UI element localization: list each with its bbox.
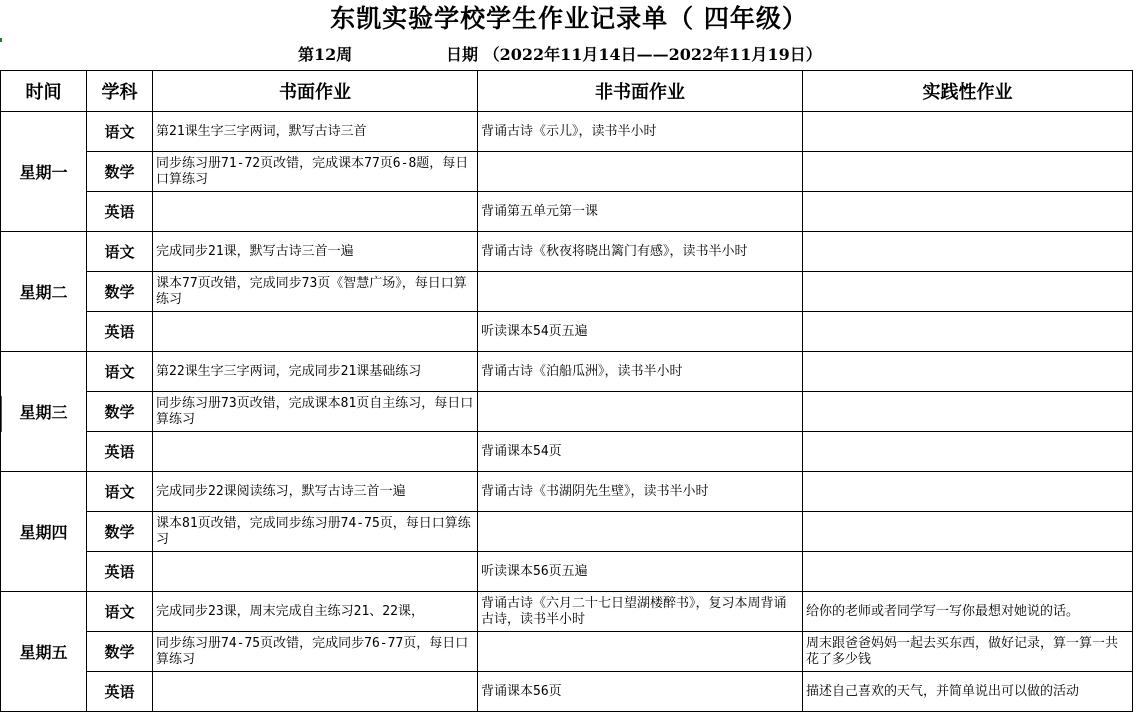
header-subject: 学科 — [87, 71, 153, 112]
written-cell[interactable]: 第21课生字三字两词，默写古诗三首 — [153, 112, 478, 152]
table-row — [1, 552, 1133, 592]
written-cell[interactable]: 完成同步23课，周末完成自主练习21、22课， — [153, 592, 478, 632]
table-row — [1, 232, 1133, 272]
written-cell[interactable] — [153, 192, 478, 232]
practice-cell[interactable] — [803, 512, 1133, 552]
header-row — [1, 71, 1133, 112]
subject-cell: 英语 — [87, 312, 153, 352]
nonwritten-cell[interactable]: 背诵课本56页 — [478, 672, 803, 712]
subject-cell: 数学 — [87, 512, 153, 552]
practice-cell[interactable] — [803, 272, 1133, 312]
nonwritten-cell[interactable]: 听读课本56页五遍 — [478, 552, 803, 592]
subject-cell: 语文 — [87, 592, 153, 632]
subject-cell: 英语 — [87, 672, 153, 712]
table-row — [1, 632, 1133, 672]
practice-cell[interactable] — [803, 352, 1133, 392]
written-cell[interactable] — [153, 672, 478, 712]
written-cell[interactable]: 课本77页改错，完成同步73页《智慧广场》，每日口算练习 — [153, 272, 478, 312]
nonwritten-cell[interactable]: 听读课本54页五遍 — [478, 312, 803, 352]
table-row — [1, 512, 1133, 552]
written-cell[interactable]: 完成同步22课阅读练习，默写古诗三首一遍 — [153, 472, 478, 512]
week-label: 第12周 — [298, 45, 353, 64]
subject-cell: 英语 — [87, 192, 153, 232]
table-row — [1, 112, 1133, 152]
subject-cell: 语文 — [87, 112, 153, 152]
table-row — [1, 672, 1133, 712]
nonwritten-cell[interactable]: 背诵古诗《泊船瓜洲》，读书半小时 — [478, 352, 803, 392]
day-cell: 星期二 — [1, 232, 87, 352]
written-cell[interactable]: 完成同步21课，默写古诗三首一遍 — [153, 232, 478, 272]
subject-cell: 语文 — [87, 352, 153, 392]
written-cell[interactable]: 同步练习册74-75页改错，完成同步76-77页，每日口算练习 — [153, 632, 478, 672]
subject-cell: 英语 — [87, 432, 153, 472]
nonwritten-cell[interactable] — [478, 632, 803, 672]
nonwritten-cell[interactable]: 背诵古诗《六月二十七日望湖楼醉书》，复习本周背诵古诗，读书半小时 — [478, 592, 803, 632]
table-row — [1, 472, 1133, 512]
table-row — [1, 312, 1133, 352]
day-cell: 星期一 — [1, 112, 87, 232]
nonwritten-cell[interactable]: 背诵课本54页 — [478, 432, 803, 472]
written-cell[interactable]: 课本81页改错，完成同步练习册74-75页，每日口算练习 — [153, 512, 478, 552]
written-cell[interactable] — [153, 432, 478, 472]
nonwritten-cell[interactable]: 背诵第五单元第一课 — [478, 192, 803, 232]
practice-cell[interactable] — [803, 392, 1133, 432]
practice-cell[interactable] — [803, 472, 1133, 512]
nonwritten-cell[interactable] — [478, 512, 803, 552]
subject-cell: 语文 — [87, 472, 153, 512]
written-cell[interactable]: 第22课生字三字两词，完成同步21课基础练习 — [153, 352, 478, 392]
table-row — [1, 272, 1133, 312]
practice-cell[interactable] — [803, 112, 1133, 152]
nonwritten-cell[interactable]: 背诵古诗《秋夜将晓出篱门有感》，读书半小时 — [478, 232, 803, 272]
table-row — [1, 432, 1133, 472]
practice-cell[interactable]: 周末跟爸爸妈妈一起去买东西，做好记录，算一算一共花了多少钱 — [803, 632, 1133, 672]
practice-cell[interactable] — [803, 312, 1133, 352]
nonwritten-cell[interactable] — [478, 272, 803, 312]
header-practice: 实践性作业 — [803, 71, 1133, 112]
table-row — [1, 152, 1133, 192]
practice-cell[interactable] — [803, 232, 1133, 272]
practice-cell[interactable] — [803, 192, 1133, 232]
subject-cell: 英语 — [87, 552, 153, 592]
nonwritten-cell[interactable] — [478, 152, 803, 192]
page-title: 东凯实验学校学生作业记录单（ 四年级） — [330, 4, 808, 33]
subject-cell: 数学 — [87, 272, 153, 312]
nonwritten-cell[interactable]: 背诵古诗《示儿》，读书半小时 — [478, 112, 803, 152]
subject-cell: 语文 — [87, 232, 153, 272]
day-cell: 星期四 — [1, 472, 87, 592]
nonwritten-cell[interactable] — [478, 392, 803, 432]
subject-cell: 数学 — [87, 632, 153, 672]
subject-cell: 数学 — [87, 152, 153, 192]
practice-cell[interactable] — [803, 432, 1133, 472]
table-row — [1, 352, 1133, 392]
written-cell[interactable] — [153, 312, 478, 352]
header-nonwritten: 非书面作业 — [478, 71, 803, 112]
homework-table — [0, 70, 1133, 712]
day-cell: 星期五 — [1, 592, 87, 712]
table-row — [1, 592, 1133, 632]
table-row — [1, 392, 1133, 432]
written-cell[interactable] — [153, 552, 478, 592]
practice-cell[interactable] — [803, 152, 1133, 192]
subject-cell: 数学 — [87, 392, 153, 432]
table-row — [1, 192, 1133, 232]
date-range: 日期 （2022年11月14日——2022年11月19日） — [446, 45, 822, 64]
practice-cell[interactable]: 描述自己喜欢的天气，并简单说出可以做的活动 — [803, 672, 1133, 712]
written-cell[interactable]: 同步练习册71-72页改错，完成课本77页6-8题，每日口算练习 — [153, 152, 478, 192]
practice-cell[interactable]: 给你的老师或者同学写一写你最想对她说的话。 — [803, 592, 1133, 632]
header-written: 书面作业 — [153, 71, 478, 112]
practice-cell[interactable] — [803, 552, 1133, 592]
day-cell: 星期三 — [1, 352, 87, 472]
written-cell[interactable]: 同步练习册73页改错，完成课本81页自主练习，每日口算练习 — [153, 392, 478, 432]
header-time: 时间 — [1, 71, 87, 112]
nonwritten-cell[interactable]: 背诵古诗《书湖阴先生壁》，读书半小时 — [478, 472, 803, 512]
